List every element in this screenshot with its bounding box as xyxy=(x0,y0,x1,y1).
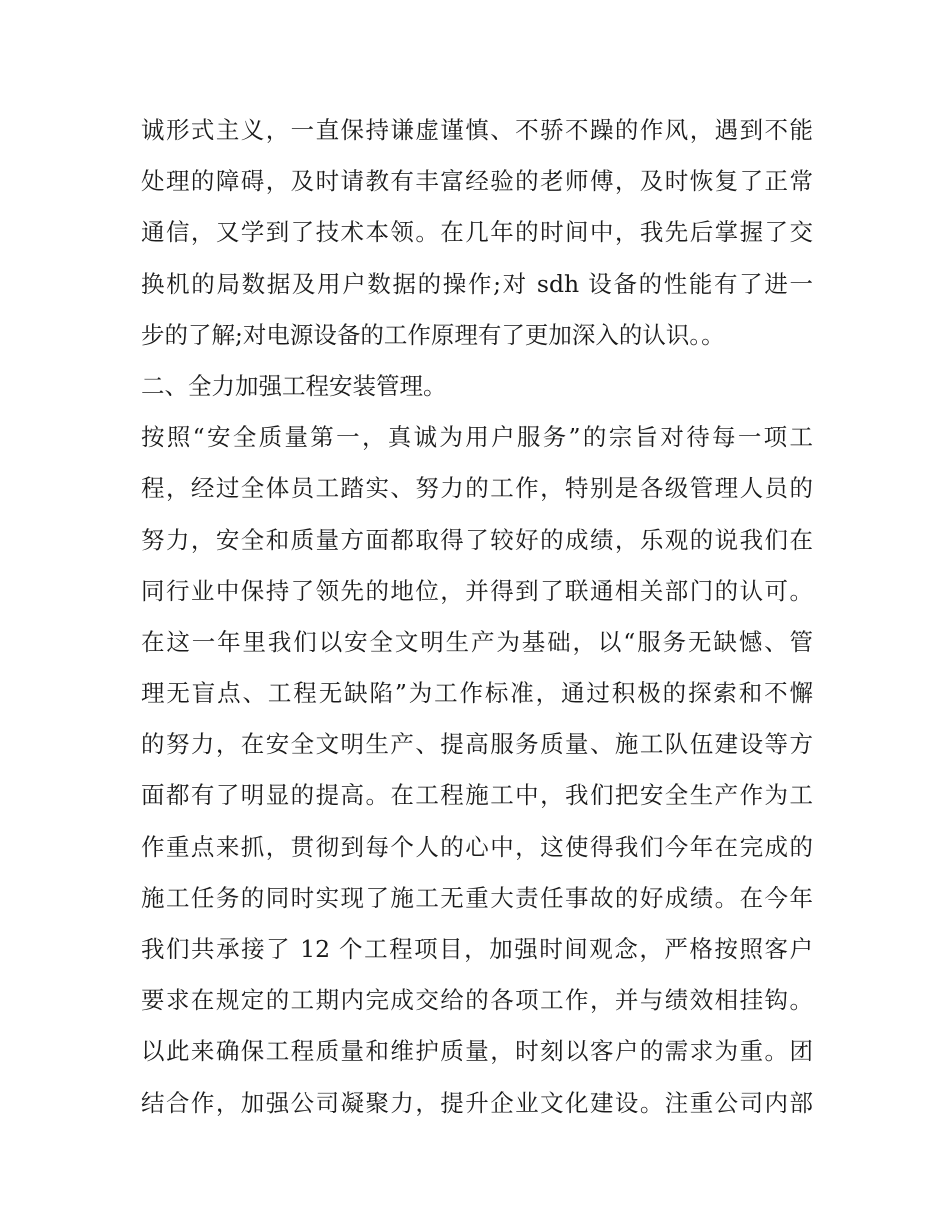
text-line: 程，经过全体员工踏实、努力的工作，特别是各级管理人员的 xyxy=(141,474,813,503)
text-line: 换机的局数据及用户数据的操作;对 sdh 设备的性能有了进一 xyxy=(141,269,813,298)
text-line: 面都有了明显的提高。在工程施工中，我们把安全生产作为工 xyxy=(141,781,813,810)
text-line: 按照“安全质量第一，真诚为用户服务”的宗旨对待每一项工 xyxy=(141,423,813,452)
section-heading: 二、全力加强工程安装管理。 xyxy=(141,371,447,400)
text-line: 通信，又学到了技术本领。在几年的时间中，我先后掌握了交 xyxy=(141,218,813,247)
text-line: 同行业中保持了领先的地位，并得到了联通相关部门的认可。 xyxy=(141,576,813,605)
text-line: 结合作，加强公司凝聚力，提升企业文化建设。注重公司内部 xyxy=(141,1088,813,1117)
text-line: 理无盲点、工程无缺陷”为工作标准，通过积极的探索和不懈 xyxy=(141,679,813,708)
text-line: 作重点来抓，贯彻到每个人的心中，这使得我们今年在完成的 xyxy=(141,832,813,861)
text-line: 诚形式主义，一直保持谦虚谨慎、不骄不躁的作风，遇到不能 xyxy=(141,116,813,144)
text-line: 施工任务的同时实现了施工无重大责任事故的好成绩。在今年 xyxy=(141,883,813,912)
text-line: 我们共承接了 12 个工程项目，加强时间观念，严格按照客户 xyxy=(141,935,813,963)
body-text xyxy=(141,105,813,1129)
text-line: 要求在规定的工期内完成交给的各项工作，并与绩效相挂钩。 xyxy=(141,986,813,1015)
text-line: 的努力，在安全文明生产、提高服务质量、施工队伍建设等方 xyxy=(141,730,813,759)
text-line: 步的了解;对电源设备的工作原理有了更加深入的认识。。 xyxy=(141,320,725,349)
text-line: 以此来确保工程质量和维护质量，时刻以客户的需求为重。团 xyxy=(141,1037,813,1066)
text-line: 努力，安全和质量方面都取得了较好的成绩，乐观的说我们在 xyxy=(141,525,813,554)
text-line: 处理的障碍，及时请教有丰富经验的老师傅，及时恢复了正常 xyxy=(141,167,813,196)
text-line: 在这一年里我们以安全文明生产为基础，以“服务无缺憾、管 xyxy=(141,627,813,656)
